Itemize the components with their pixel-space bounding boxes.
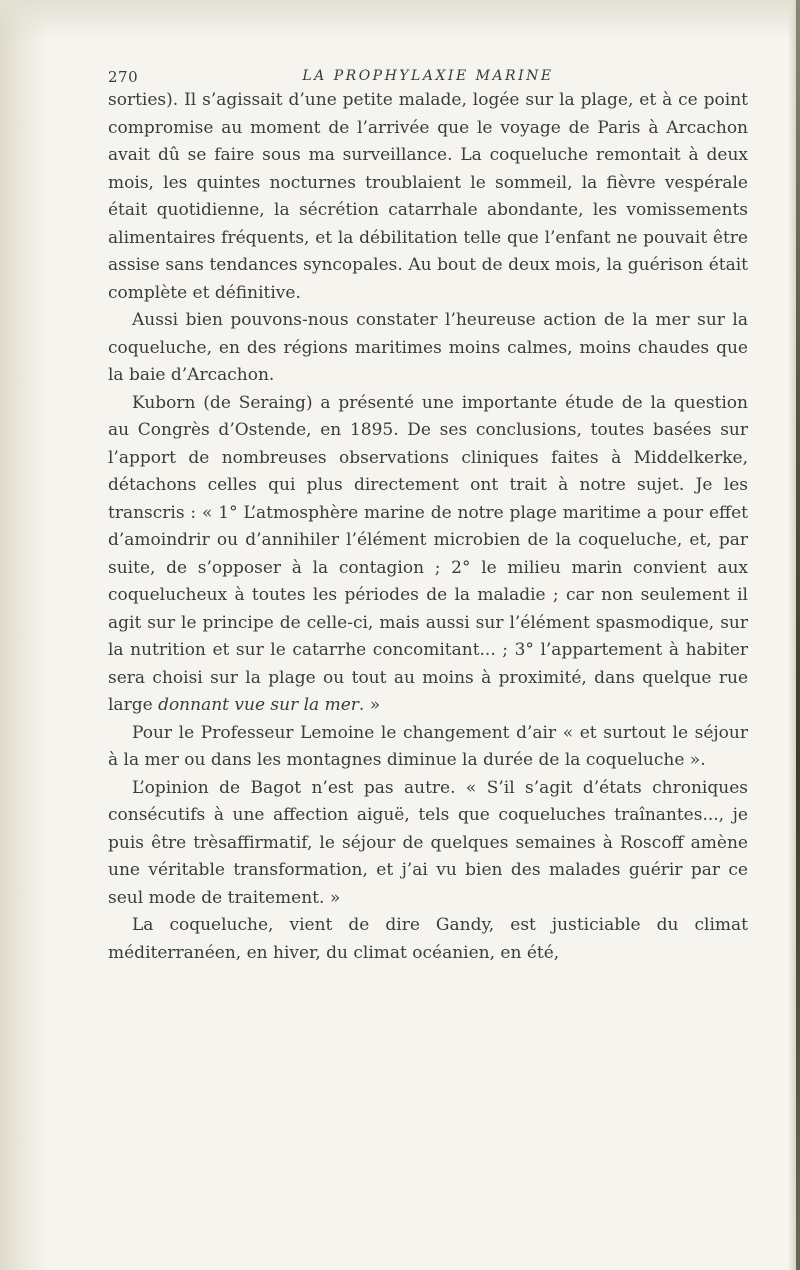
paragraph-1: sorties). Il s’agissait d’une petite malade, logée sur la plage, et à ce point compromise au moment de l’arrivée que le voyage de Paris à Arcachon avait dû se faire sous ma surveillance. La coqueluche remontait à deux mois, les quintes nocturnes troublaient le sommeil, la fièvre vespérale était quotidienne, la sécrétion catarrhale abondante, les vomissements alimentaires fréquents, et la débilitation telle que l’enfant ne pouvait être assise sans tendances syncopales. Au bout de deux mois, la guérison était complète et définitive. <box>108 90 748 303</box>
page-binding-edge <box>796 0 800 1270</box>
running-title: LA PROPHYLAXIE MARINE <box>302 68 554 84</box>
paragraph-6: La coqueluche, vient de dire Gandy, est justiciable du climat méditerranéen, en hiver, du climat océanien, en été, <box>108 915 748 963</box>
page-number: 270 <box>108 68 139 86</box>
paragraph-3-after: . » <box>358 695 381 715</box>
paragraph-3-text: Kuborn (de Seraing) a présenté une importante étude de la question au Congrès d’Ostende, en 1895. De ses conclusions, toutes basées sur l’apport de nombreuses observations cliniques faites à Middelkerke, détachons celles qui plus directement ont trait à notre sujet. Je les transcris : « 1° L’atmosphère marine de notre plage maritime a pour effet d’amoindrir ou d’annihiler l’élément microbien de la coqueluche, et, par suite, de s’opposer à la contagion ; 2° le milieu marin convient aux coquelucheux à toutes les périodes de la maladie ; car non seulement il agit sur le principe de celle-ci, mais aussi sur l’élément spasmodique, sur la nutrition et sur le catarrhe concomitant... ; 3° l’appartement à habiter sera choisi sur la plage ou tout au moins à proximité, dans quelque rue large <box>108 392 748 715</box>
body-text <box>108 87 748 967</box>
paragraph-2: Aussi bien pouvons-nous constater l’heureuse action de la mer sur la coqueluche, en des régions maritimes moins calmes, moins chaudes que la baie d’Arcachon. <box>108 310 748 385</box>
page-top-shadow <box>0 0 800 40</box>
paragraph-4: Pour le Professeur Lemoine le changement d’air « et surtout le séjour à la mer ou dans les montagnes diminue la durée de la coqueluche ». <box>108 722 748 770</box>
paragraph-3 <box>108 390 748 720</box>
paragraph-5: L’opinion de Bagot n’est pas autre. « S’il s’agit d’états chroniques consécutifs à une affection aiguë, tels que coqueluches traînantes..., je puis être trèsaffirmatif, le séjour de quelques semaines à Roscoff amène une véritable transformation, et j’ai vu bien des malades guérir par ce seul mode de traitement. » <box>108 777 748 908</box>
paragraph-3-italic: donnant vue sur la mer <box>158 695 359 715</box>
page-left-shadow <box>0 0 48 1270</box>
